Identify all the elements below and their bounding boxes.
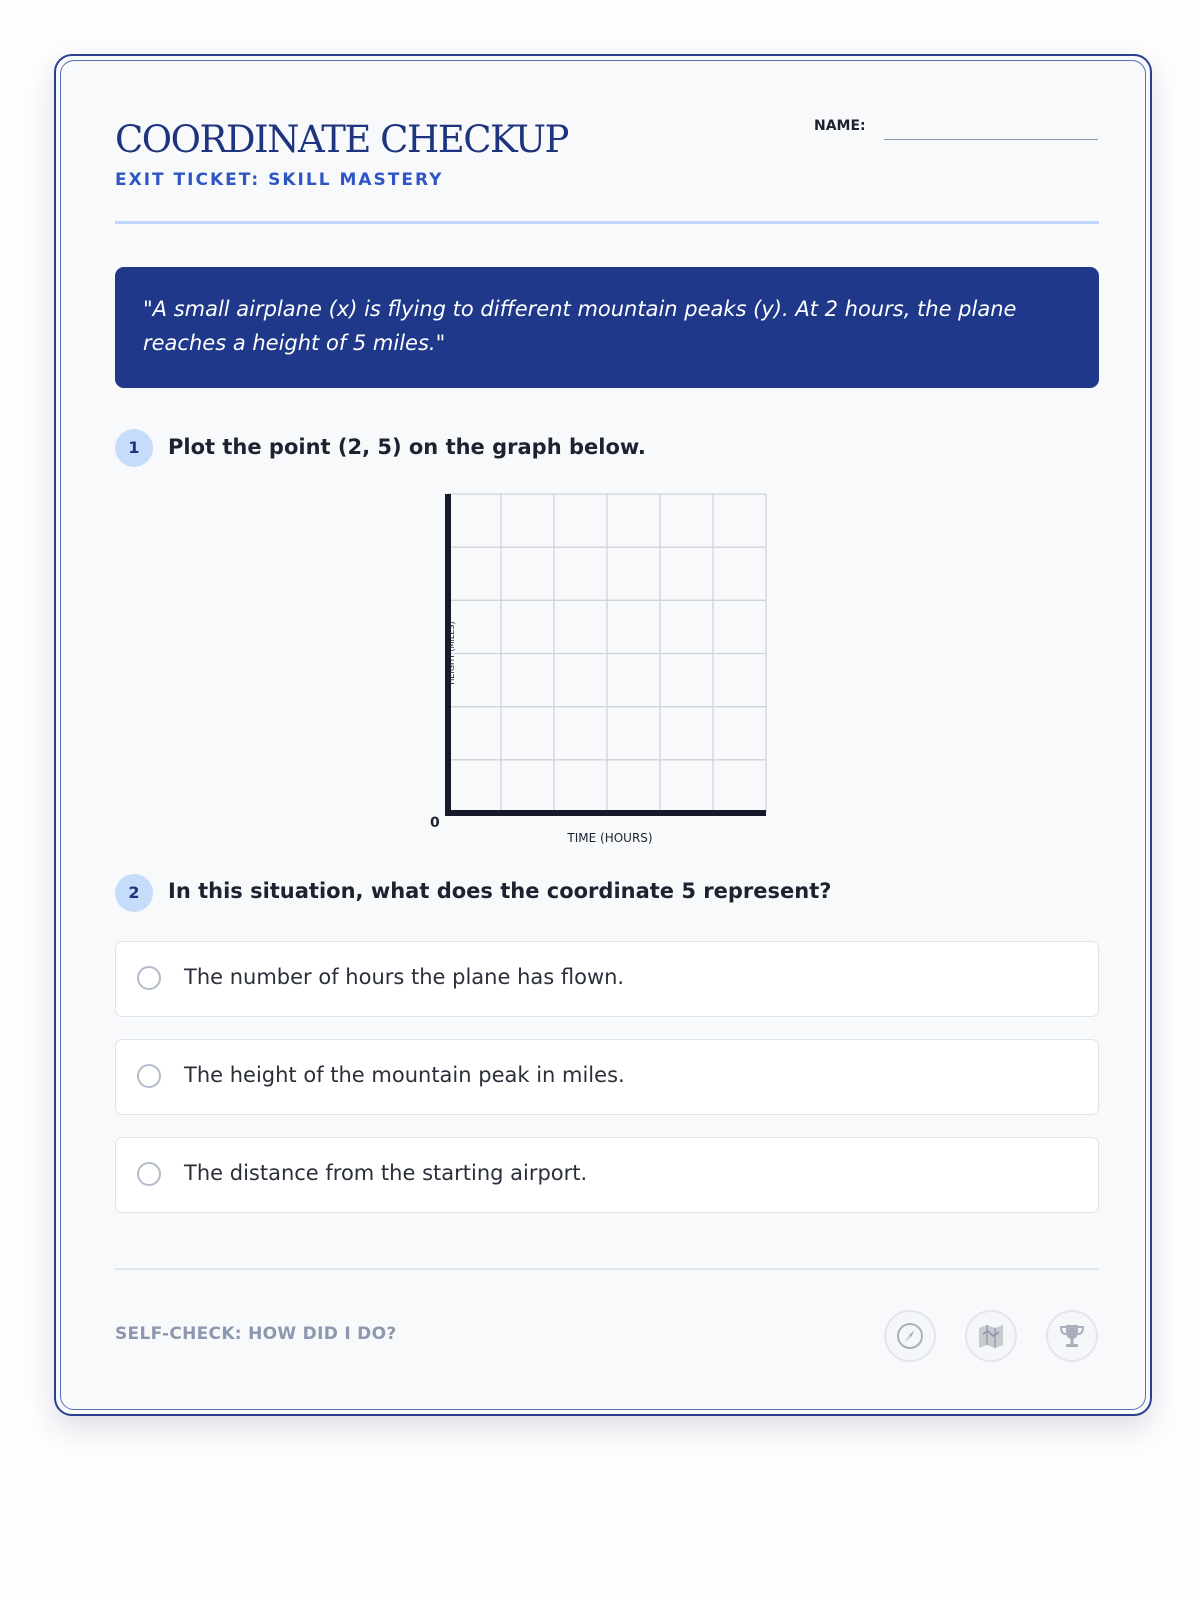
footer-divider (115, 1268, 1099, 1270)
question-2-text: In this situation, what does the coordinate 5 represent? (168, 879, 832, 903)
answer-option-2[interactable] (115, 1039, 1099, 1115)
graph-grid (448, 494, 766, 813)
x-axis-label: TIME (HOURS) (567, 831, 653, 845)
coordinate-graph[interactable] (420, 490, 780, 850)
page-subtitle: EXIT TICKET: SKILL MASTERY (115, 170, 444, 190)
answer-option-3[interactable] (115, 1137, 1099, 1213)
question-1-text: Plot the point (2, 5) on the graph below. (168, 435, 646, 459)
name-field[interactable] (884, 139, 1098, 140)
header-divider (115, 221, 1099, 224)
radio-button[interactable] (137, 1162, 161, 1186)
trophy-icon[interactable] (1046, 1310, 1098, 1362)
self-check-label: SELF-CHECK: HOW DID I DO? (115, 1324, 397, 1344)
answer-option-label: The height of the mountain peak in miles. (184, 1063, 625, 1087)
y-axis-label: HEIGHT (MILES) (447, 621, 456, 685)
map-icon[interactable] (965, 1310, 1017, 1362)
answer-option-label: The number of hours the plane has flown. (184, 965, 625, 989)
compass-icon[interactable] (884, 1310, 936, 1362)
name-label: NAME: (814, 118, 866, 134)
radio-button[interactable] (137, 1064, 161, 1088)
page-title: COORDINATE CHECKUP (115, 118, 568, 161)
answer-option-1[interactable] (115, 941, 1099, 1017)
question-2-number: 2 (115, 874, 153, 912)
question-1-number: 1 (115, 429, 153, 467)
origin-label: 0 (430, 815, 440, 831)
scenario-box: "A small airplane (x) is flying to different mountain peaks (y). At 2 hours, the plane reaches a height of 5 miles." (115, 267, 1099, 388)
answer-option-label: The distance from the starting airport. (184, 1161, 588, 1185)
radio-button[interactable] (137, 966, 161, 990)
